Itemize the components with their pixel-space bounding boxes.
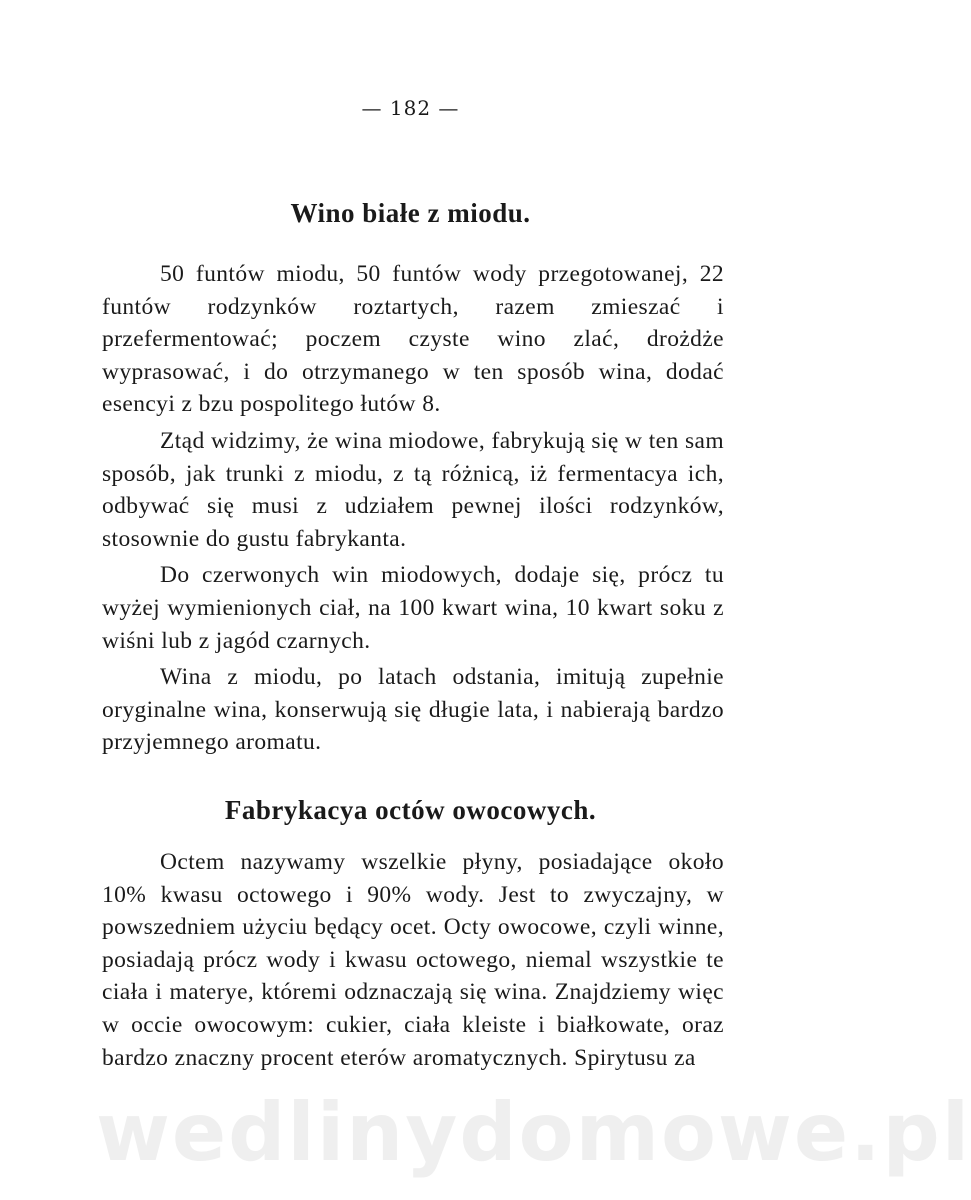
page-number: — 182 — xyxy=(361,96,460,120)
paragraph: 50 funtów miodu, 50 funtów wody przegotowanej, 22 funtów rodzynków roztartych, razem zmieszać i przefermentować; poczem czyste wino zlać, drożdże wyprasować, i do otrzymanego w ten sposób wina, dodać esencyi z bzu pospolitego łutów 8. xyxy=(102,261,724,418)
paragraph: Octem nazywamy wszelkie płyny, posiadające około 10% kwasu octowego i 90% wody. Jest to zwyczajny, w powszedniem użyciu będący ocet. Octy owocowe, czyli winne, posiadają prócz wody i kwasu octowego, niemal wszystkie te ciała i materye, któremi odznaczają się wina. Znajdziemy więc w occie owocowym: cukier, ciała kleiste i białkowate, oraz bardzo znaczny procent eterów aromatycznych. Spirytusu za xyxy=(102,849,724,1071)
paragraph: Wina z miodu, po latach odstania, imitują zupełnie oryginalne wina, konserwują się długie lata, i nabierają bardzo przyjemnego aromatu. xyxy=(102,664,724,756)
watermark: wedlinydomowe.pl xyxy=(96,1086,971,1179)
section-heading-white-honey-wine: Wino białe z miodu. xyxy=(290,198,531,228)
section-heading-fruit-vinegars: Fabrykacya octów owocowych. xyxy=(224,795,597,825)
section-body-fruit-vinegars xyxy=(102,846,724,1074)
paragraph: Do czerwonych win miodowych, dodaje się, prócz tu wyżej wymienionych ciał, na 100 kwart wina, 10 kwart soku z wiśni lub z jagód czarnych. xyxy=(102,562,724,654)
section-body-white-honey-wine xyxy=(102,258,724,759)
paragraph: Ztąd widzimy, że wina miodowe, fabrykują się w ten sam sposób, jak trunki z miodu, z tą różnicą, iż fermentacya ich, odbywać się musi z udziałem pewnej ilości rodzynków, stosownie do gustu fabrykanta. xyxy=(102,427,724,552)
